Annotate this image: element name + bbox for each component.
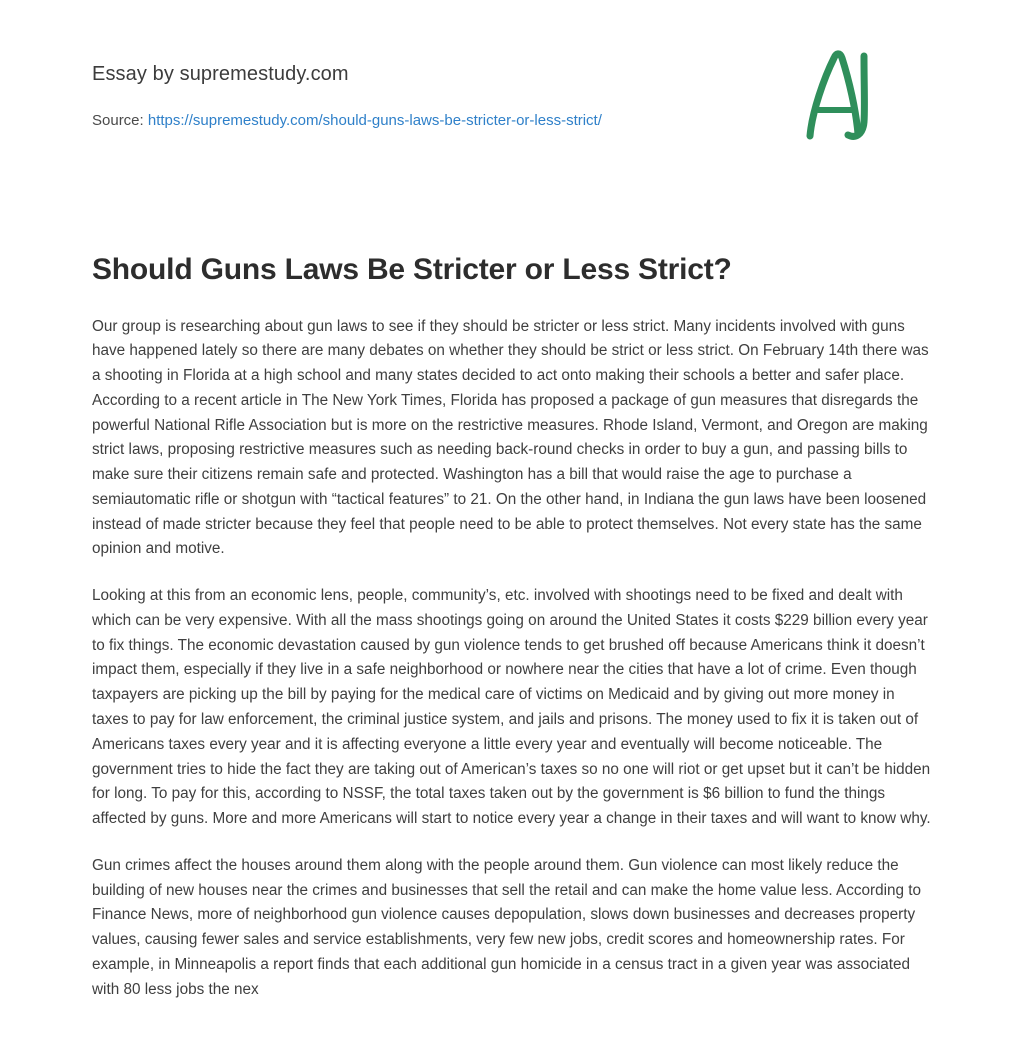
source-url-link[interactable]: https://supremestudy.com/should-guns-laws-be-stricter-or-less-strict/ xyxy=(147,112,602,129)
document-header xyxy=(92,0,932,129)
brand-line: Essay by supremestudy.com xyxy=(92,63,349,85)
article-body xyxy=(92,289,932,1003)
supremestudy-logo-icon xyxy=(772,42,892,147)
source-label: Source: xyxy=(92,112,144,129)
page-title: Should Guns Laws Be Stricter or Less Strict? xyxy=(92,253,732,286)
article-paragraph: Our group is researching about gun laws to see if they should be stricter or less strict. Many incidents involved with guns have happened lately so there are many debates on whether they should be strict or less strict. On February 14th there was a shooting in Florida at a high school and many states decided to act onto making their schools a better and safer place. According to a recent article in The New York Times, Florida has proposed a package of gun measures that disregards the powerful National Rifle Association but is more on the restrictive measures. Rhode Island, Vermont, and Oregon are making strict laws, proposing restrictive measures such as needing back-round checks in order to buy a gun, and passing bills to make sure their citizens remain safe and protected. Washington has a bill that would raise the age to purchase a semiautomatic rifle or shotgun with “tactical features” to 21. On the other hand, in Indiana the gun laws have been loosened instead of made stricter because they feel that people need to be able to protect themselves. Not every state has the same opinion and motive. xyxy=(92,317,929,558)
article-paragraph: Gun crimes affect the houses around them along with the people around them. Gun violence can most likely reduce the building of new houses near the crimes and businesses that sell the retail and can make the home value less. According to Finance News, more of neighborhood gun violence causes depopulation, slows down businesses and decreases property values, causing fewer sales and service establishments, very few new jobs, credit scores and homeownership rates. For example, in Minneapolis a report finds that each additional gun homicide in a census tract in a given year was associated with 80 less jobs the nex xyxy=(92,856,922,998)
article-paragraph: Looking at this from an economic lens, people, community’s, etc. involved with shootings need to be fixed and dealt with which can be very expensive. With all the mass shootings going on around the United States it costs $229 billion every year to fix things. The economic devastation caused by gun violence tends to get brushed off because Americans think it doesn’t impact them, especially if they live in a safe neighborhood or nowhere near the cities that have a lot of crime. Even though taxpayers are picking up the bill by paying for the medical care of victims on Medicaid and by giving out more money in taxes to pay for law enforcement, the criminal justice system, and jails and prisons. The money used to fix it is taken out of Americans taxes every year and it is affecting everyone a little every year and eventually will become noticeable. The government tries to hide the fact they are taking out of American’s taxes so no one will riot or get upset but it can’t be hidden for long. To pay for this, according to NSSF, the total taxes taken out by the government is $6 billion to fund the things affected by guns. More and more Americans will start to notice every year a change in their taxes and will want to know why. xyxy=(92,587,931,828)
